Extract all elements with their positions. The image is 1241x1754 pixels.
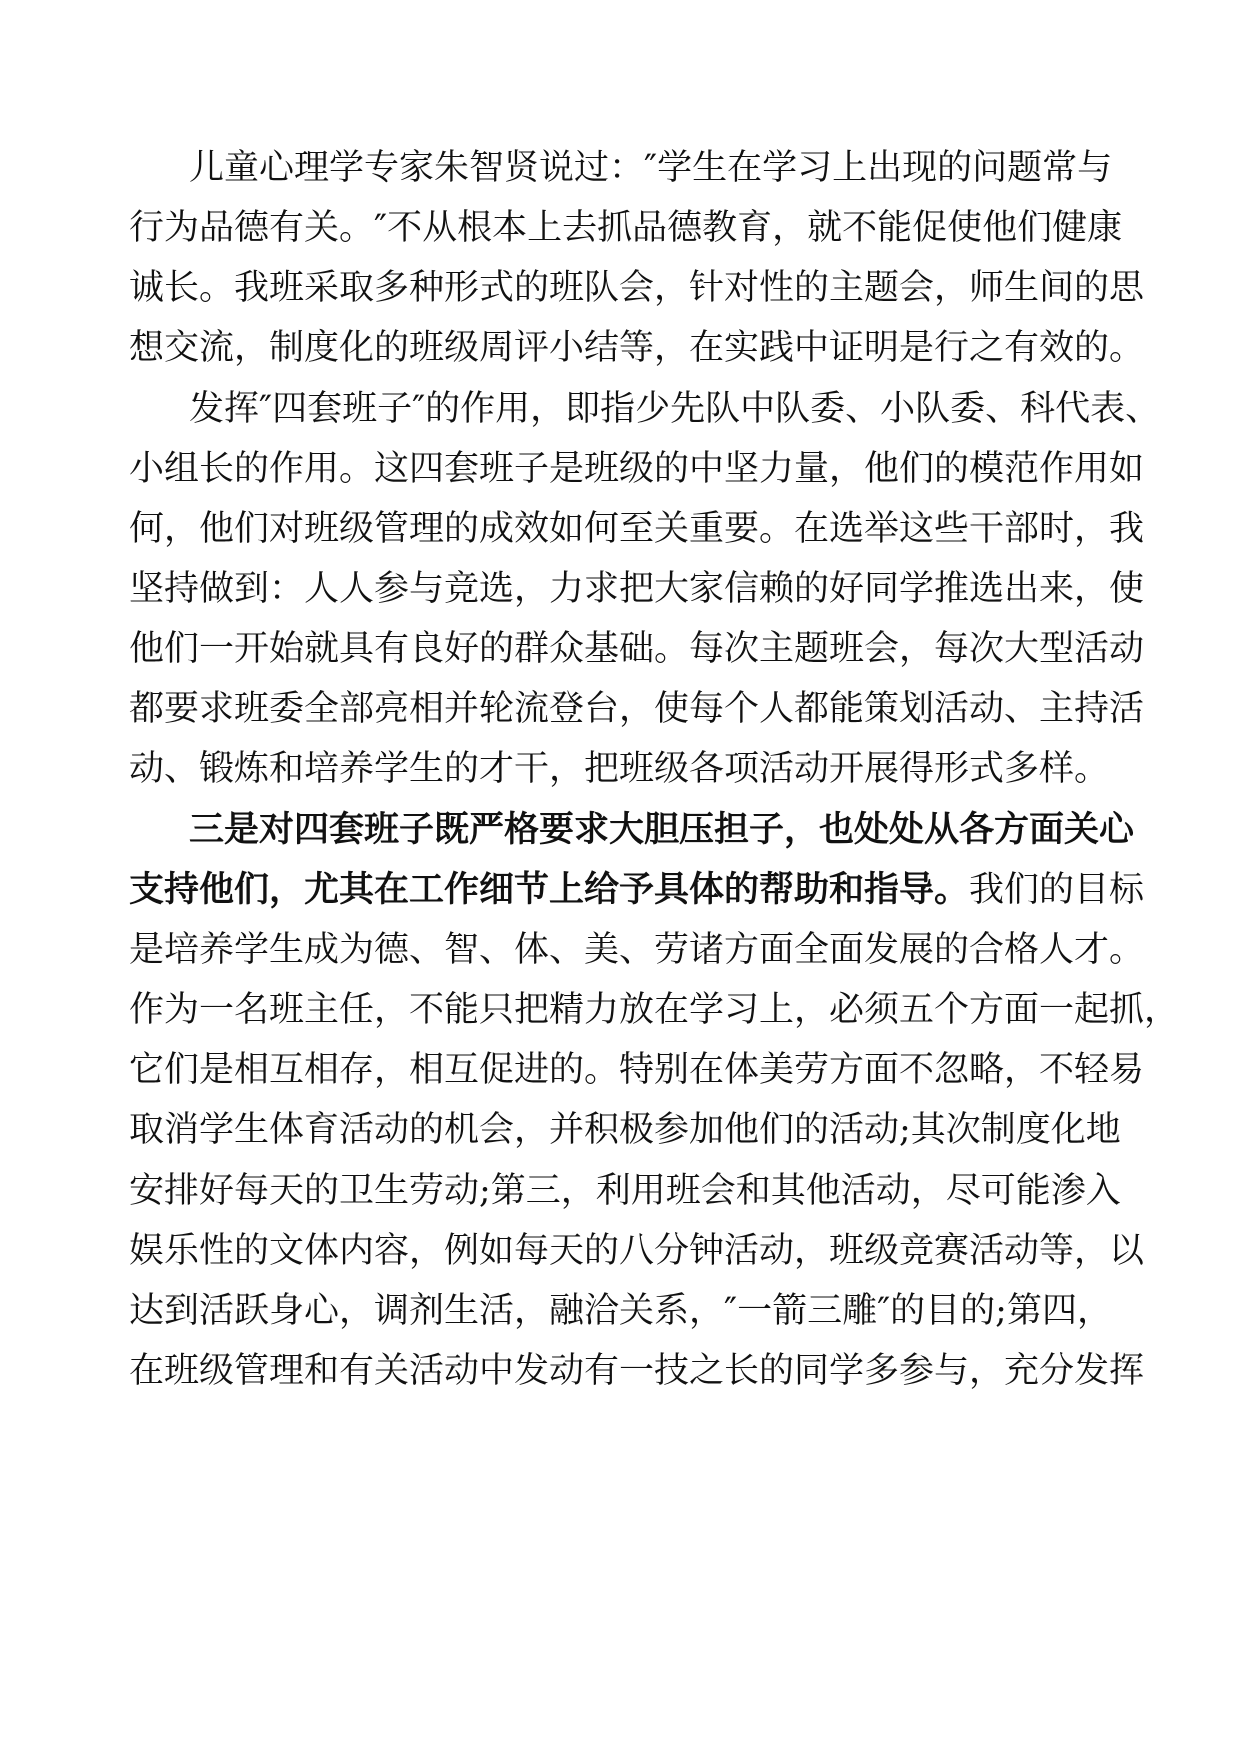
- line-text: 都要求班委全部亮相并轮流登台，使每个人都能策划活动、主持活: [129, 689, 1145, 729]
- text-line: [0, 318, 1241, 378]
- line-text: 动、锻炼和培养学生的才干，把班级各项活动开展得形式多样。: [129, 749, 1110, 789]
- text-line: [0, 499, 1241, 559]
- line-text: 诚长。我班采取多种形式的班队会，针对性的主题会，师生间的思: [129, 268, 1145, 308]
- line-text: 想交流，制度化的班级周评小结等，在实践中证明是行之有效的。: [129, 328, 1145, 368]
- line-text: 发挥″四套班子″的作用，即指少先队中队委、小队委、科代表、: [189, 389, 1161, 429]
- line-text: 在班级管理和有关活动中发动有一技之长的同学多参与，充分发挥: [129, 1351, 1145, 1391]
- line-text: 行为品德有关。″不从根本上去抓品德教育，就不能促使他们健康: [129, 208, 1123, 248]
- line-text: 儿童心理学专家朱智贤说过：″学生在学习上出现的问题常与: [189, 148, 1113, 188]
- bold-line-text: 三是对四套班子既严格要求大胆压担子，也处处从各方面关心: [189, 809, 1135, 850]
- text-line: [0, 1040, 1241, 1100]
- text-line: [0, 439, 1241, 499]
- text-line: [0, 138, 1241, 198]
- line-text: 作为一名班主任，不能只把精力放在学习上，必须五个方面一起抓，: [129, 990, 1180, 1030]
- text-line: [0, 1100, 1241, 1160]
- line-text: 它们是相互相存，相互促进的。特别在体美劳方面不忽略，不轻易: [129, 1050, 1145, 1090]
- text-line: [0, 559, 1241, 619]
- bold-line-text: 支持他们，尤其在工作细节上给予具体的帮助和指导。: [129, 869, 970, 910]
- text-line: [0, 980, 1241, 1040]
- text-line: [0, 379, 1241, 439]
- line-text: 坚持做到：人人参与竞选，力求把大家信赖的好同学推选出来，使: [129, 569, 1145, 609]
- text-line: [0, 739, 1241, 799]
- text-line: [0, 679, 1241, 739]
- line-text: 小组长的作用。这四套班子是班级的中坚力量，他们的模范作用如: [129, 449, 1145, 489]
- text-line: [0, 198, 1241, 258]
- text-line: [0, 1341, 1241, 1401]
- line-text: 取消学生体育活动的机会，并积极参加他们的活动;其次制度化地: [129, 1110, 1121, 1150]
- mixed-line: [129, 860, 1144, 920]
- line-text: 安排好每天的卫生劳动;第三，利用班会和其他活动，尽可能渗入: [129, 1171, 1121, 1211]
- text-line: [0, 619, 1241, 679]
- text-line: [0, 258, 1241, 318]
- text-line: [0, 800, 1241, 860]
- line-text: 何，他们对班级管理的成效如何至关重要。在选举这些干部时，我: [129, 509, 1145, 549]
- text-line: [0, 1281, 1241, 1341]
- text-line: [0, 1161, 1241, 1221]
- line-text: 他们一开始就具有良好的群众基础。每次主题班会，每次大型活动: [129, 629, 1145, 669]
- line-text: 达到活跃身心，调剂生活，融洽关系，″一箭三雕″的目的;第四，: [129, 1291, 1112, 1331]
- text-line: [0, 1221, 1241, 1281]
- line-text: 是培养学生成为德、智、体、美、劳诸方面全面发展的合格人才。: [129, 930, 1145, 970]
- line-text: 我们的目标: [969, 870, 1145, 910]
- text-line: [0, 860, 1241, 920]
- line-text: 娱乐性的文体内容，例如每天的八分钟活动，班级竞赛活动等，以: [129, 1231, 1145, 1271]
- text-line: [0, 920, 1241, 980]
